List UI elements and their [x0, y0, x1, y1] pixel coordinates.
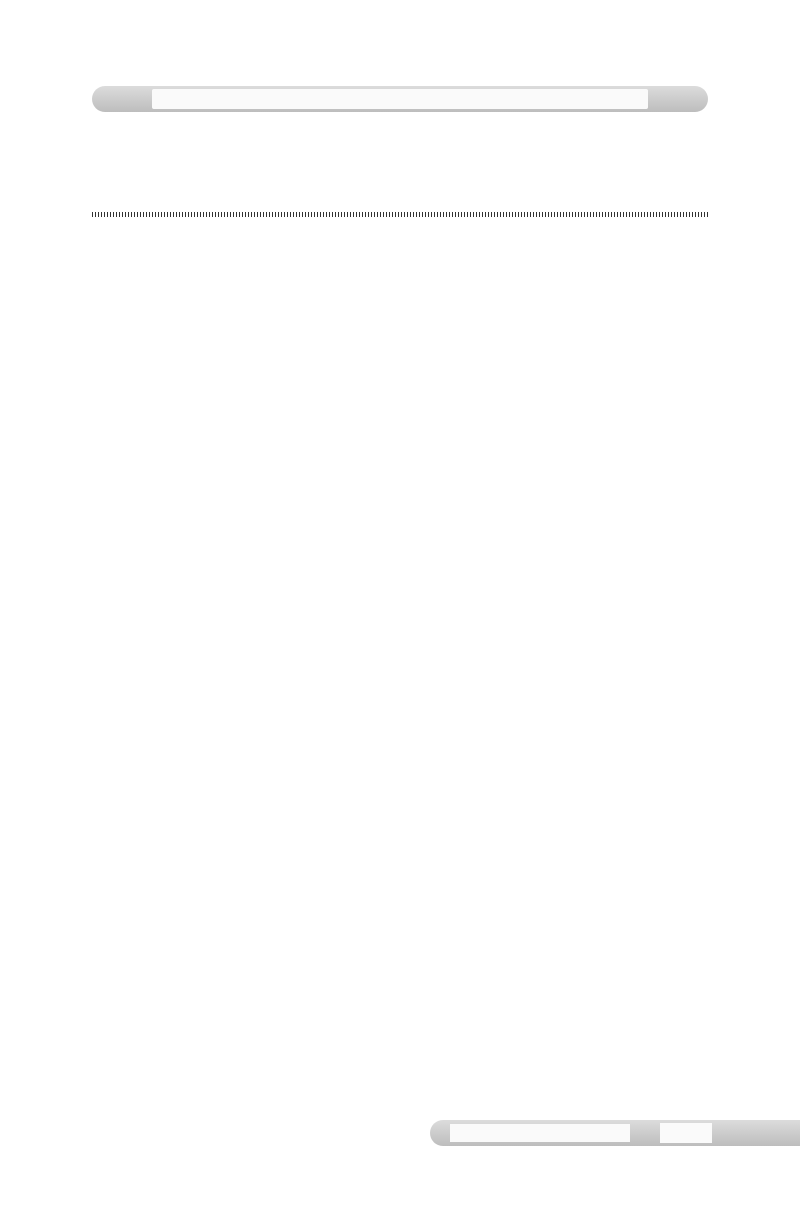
running-footer — [430, 1120, 800, 1146]
page-number — [660, 1123, 712, 1143]
running-header — [92, 86, 708, 112]
footer-book-title — [450, 1124, 630, 1142]
header-title-box — [152, 89, 648, 109]
section-divider — [92, 212, 708, 217]
